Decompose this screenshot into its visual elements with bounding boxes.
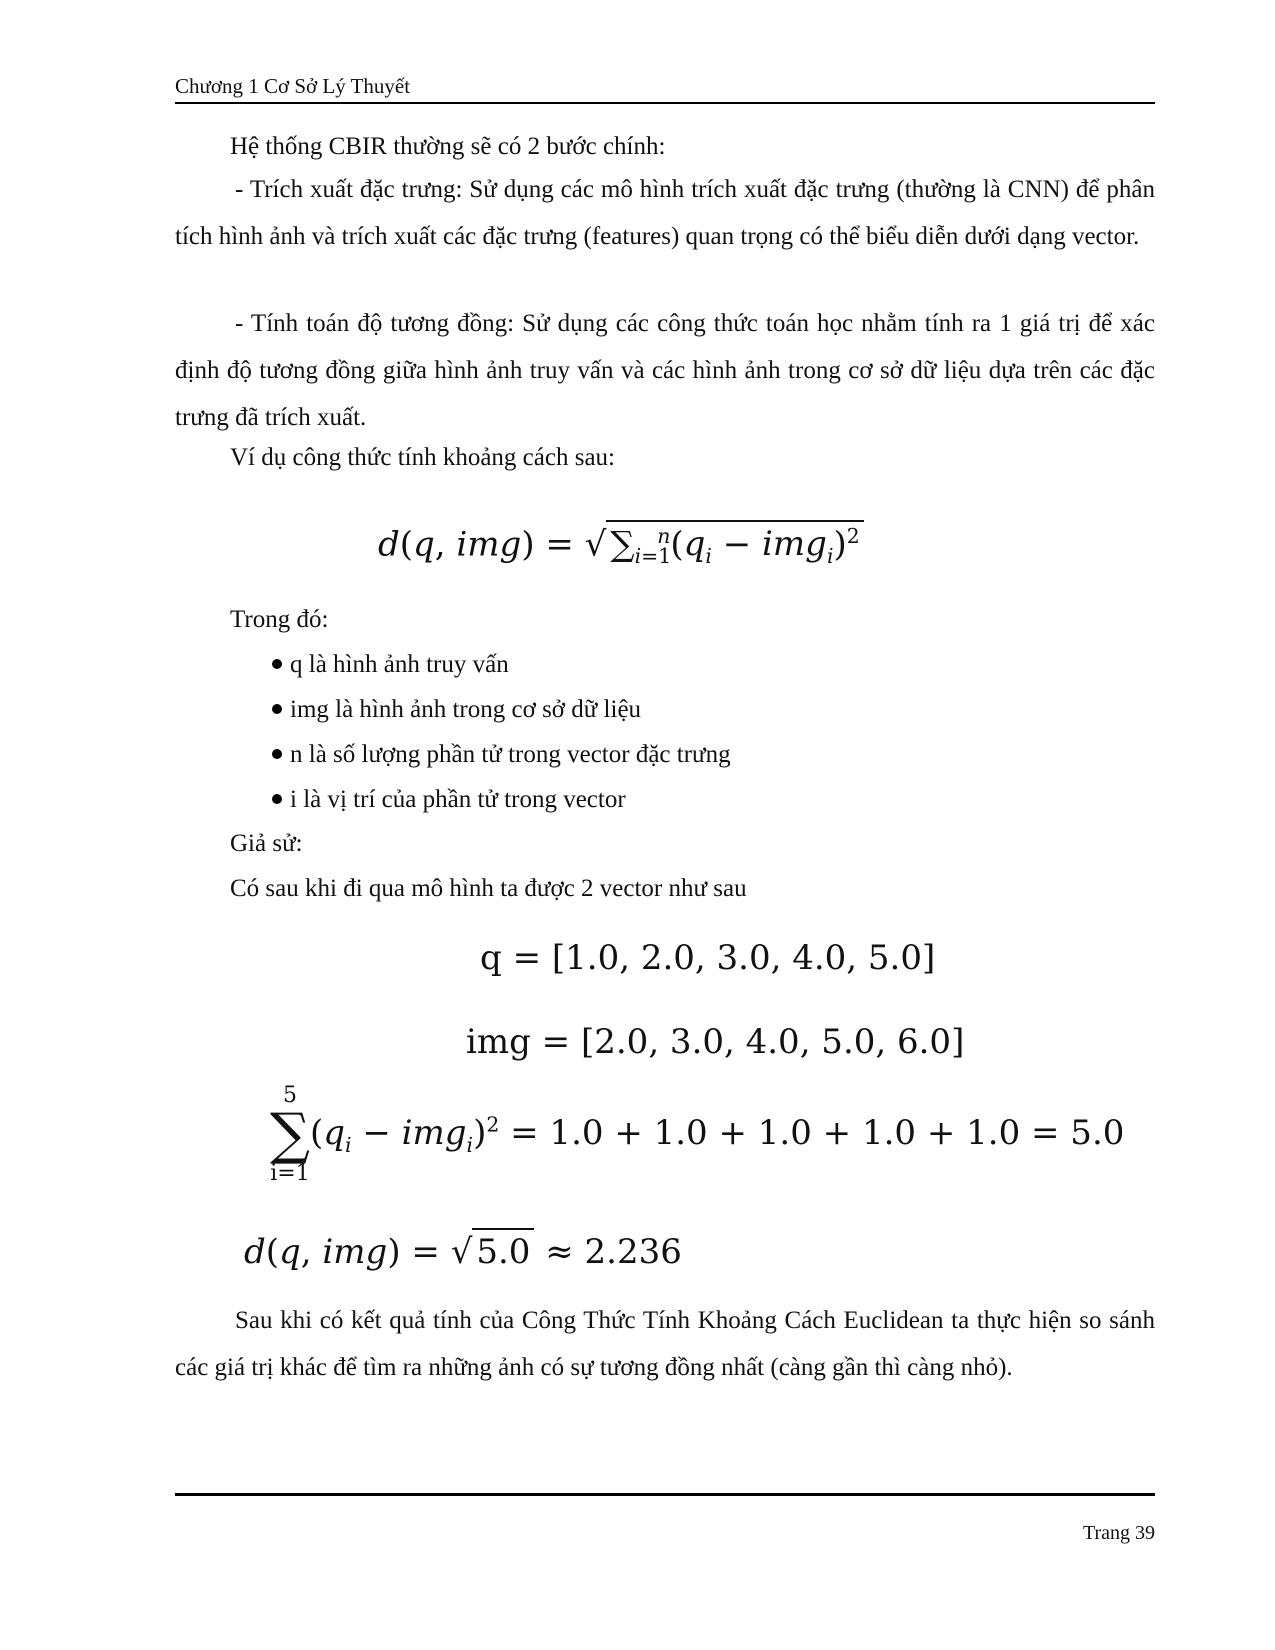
bullet-icon (272, 704, 282, 714)
paragraph-similarity: - Tính toán độ tương đồng: Sử dụng các công thức toán học nhằm tính ra 1 giá trị để xác định độ tương đồng giữa hình ảnh truy vấn và các hình ảnh trong cơ sở dữ liệu dựa trên các đặc trưng đã trích xuất. (175, 310, 1155, 431)
footer-rule (175, 1493, 1155, 1496)
bullet-icon (272, 749, 282, 759)
paragraph-vectors: Có sau khi đi qua mô hình ta được 2 vector như sau (230, 875, 747, 902)
list-item: q là hình ảnh truy vấn (272, 641, 509, 688)
result-equation: d(q, img) = √ 5.0 ≈ 2.236 (244, 1228, 682, 1272)
chapter-title: Chương 1 Cơ Sở Lý Thuyết (175, 74, 411, 98)
page-number: Trang 39 (1082, 1522, 1155, 1544)
list-item: i là vị trí của phần tử trong vector (272, 776, 626, 823)
distance-formula: d(q, img) = √ $\sum_{i=1}^n(q_i - img_i)^2$ (378, 520, 864, 568)
img-vector-equation: img = [2.0, 3.0, 4.0, 5.0, 6.0] (466, 1022, 965, 1062)
paragraph-example: Ví dụ công thức tính khoảng cách sau: (230, 444, 615, 471)
list-item: n là số lượng phần tử trong vector đặc trưng (272, 731, 731, 778)
sum-equation: 5 ∑ i=1 $(q_i - img_i)^2 = 1.0 + 1.0 + 1.0 + 1.0 + 1.0 = 5.0$ (270, 1083, 1125, 1186)
where-label: Trong đó: (230, 606, 329, 633)
list-item: img là hình ảnh trong cơ sở dữ liệu (272, 686, 641, 733)
paragraph-conclusion: Sau khi có kết quả tính của Công Thức Tính Khoảng Cách Euclidean ta thực hiện so sánh các giá trị khác để tìm ra những ảnh có sự tương đồng nhất (càng gần thì càng nhỏ). (175, 1307, 1155, 1381)
bullet-icon (272, 659, 282, 669)
header-rule (175, 102, 1155, 104)
paragraph-feature-extraction: - Trích xuất đặc trưng: Sử dụng các mô hình trích xuất đặc trưng (thường là CNN) để phân tích hình ảnh và trích xuất các đặc trưng (features) quan trọng có thể biểu diễn dưới dạng vector. (175, 176, 1155, 250)
q-vector-equation: q = [1.0, 2.0, 3.0, 4.0, 5.0] (480, 938, 936, 978)
paragraph-intro: Hệ thống CBIR thường sẽ có 2 bước chính: (230, 133, 666, 160)
assume-label: Giả sử: (230, 830, 303, 857)
bullet-icon (272, 794, 282, 804)
summation-symbol: 5 ∑ i=1 (270, 1083, 310, 1186)
